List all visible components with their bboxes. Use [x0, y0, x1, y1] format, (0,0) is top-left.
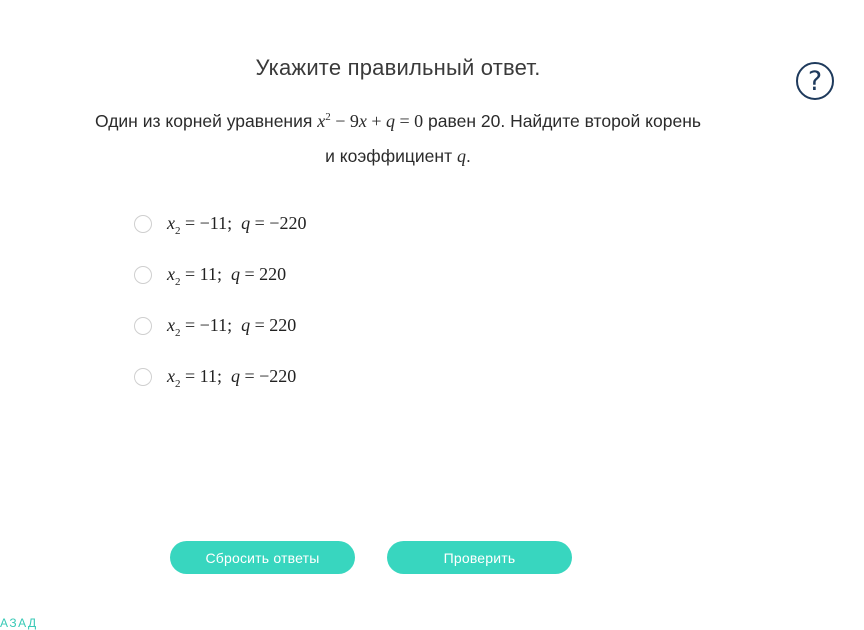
- page-title: Укажите правильный ответ.: [255, 55, 541, 80]
- radio-button[interactable]: [134, 215, 152, 233]
- q-variable: q: [456, 146, 466, 166]
- question-text-line2: и коэффициент: [325, 146, 457, 166]
- answer-option-2[interactable]: [134, 264, 287, 288]
- radio-button[interactable]: [134, 317, 152, 335]
- question-text-before: Один из корней уравнения: [94, 111, 318, 131]
- question-text: Один из корней уравнения $x^2 - 9x + q = 0$ равен 20. Найдите второй корень и коэффициент q.: [94, 111, 702, 166]
- radio-button[interactable]: [134, 266, 152, 284]
- radio-button[interactable]: [134, 368, 152, 386]
- reset-answers-button[interactable]: Сбросить ответы: [170, 541, 355, 574]
- answer-text: $x_2 = 11$; q = −220: [167, 366, 297, 390]
- answer-option-1[interactable]: [134, 213, 307, 237]
- answer-option-4[interactable]: [134, 366, 297, 390]
- answer-text: $x_2 = -11$; q = −220: [167, 213, 307, 237]
- answer-text: $x_2 = 11$; q = 220: [167, 264, 287, 288]
- help-button[interactable]: [796, 62, 834, 100]
- question-mark-icon: ?: [807, 65, 823, 97]
- answer-text: $x_2 = -11$; q = 220: [167, 315, 297, 339]
- question-text-after: равен 20. Найдите второй корень: [423, 111, 702, 131]
- equation: $x^2 - 9x + q = 0$: [317, 111, 424, 131]
- check-button[interactable]: Проверить: [387, 541, 572, 574]
- answer-option-3[interactable]: [134, 315, 297, 339]
- back-link[interactable]: АЗАД: [0, 616, 38, 630]
